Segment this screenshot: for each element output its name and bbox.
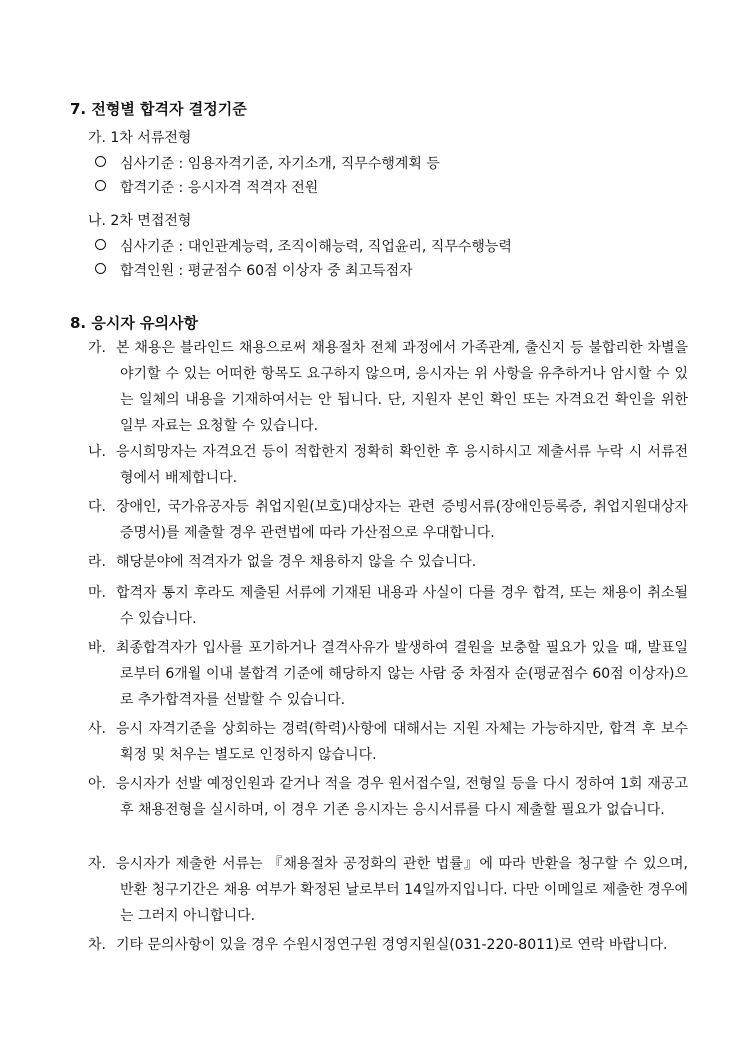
section-8-title: 8. 응시자 유의사항 bbox=[70, 314, 199, 332]
notice-item bbox=[88, 335, 688, 439]
circle-bullet-icon bbox=[95, 239, 106, 250]
criteria-bullet bbox=[95, 177, 318, 197]
notice-item-text: 응시자가 제출한 서류는 『채용절차 공정화의 관한 법률』에 따라 반환을 청구할 수 있으며, 반환 청구기간은 채용 여부가 확정된 날로부터 14일까지입니다. 다만 이메일로 제출한 경우에는 그러지 아니합니다. bbox=[116, 856, 688, 924]
criteria-bullet bbox=[95, 153, 440, 173]
notice-item bbox=[88, 580, 688, 632]
notice-item-text: 응시희망자는 자격요건 등이 적합한지 정확히 확인한 후 응시하시고 제출서류 누락 시 서류전형에서 배제합니다. bbox=[116, 444, 688, 486]
notice-item-marker: 다. bbox=[88, 499, 106, 515]
notice-item-text: 기타 문의사항이 있을 경우 수원시정연구원 경영지원실(031-220-8011)로 연락 바랍니다. bbox=[116, 937, 668, 953]
notice-item bbox=[88, 635, 688, 713]
notice-item bbox=[88, 716, 688, 768]
notice-item bbox=[88, 494, 688, 546]
notice-item-text: 응시자가 선발 예정인원과 같거나 적을 경우 원서접수일, 전형일 등을 다시 정하여 1회 재공고 후 채용전형을 실시하며, 이 경우 기존 응시자는 응시서류를 다시 제출할 필요가 없습니다. bbox=[116, 776, 688, 818]
subsection-ga-label: 가. 1차 서류전형 bbox=[88, 130, 192, 146]
criteria-bullet bbox=[95, 236, 512, 256]
notice-item-text: 응시 자격기준을 상회하는 경력(학력)사항에 대해서는 지원 자체는 가능하지만, 합격 후 보수획정 및 처우는 별도로 인정하지 않습니다. bbox=[116, 721, 688, 763]
criteria-bullet-text: 합격인원 : 평균점수 60점 이상자 중 최고득점자 bbox=[120, 263, 413, 279]
criteria-bullet-text: 심사기준 : 대인관계능력, 조직이해능력, 직업윤리, 직무수행능력 bbox=[120, 239, 512, 255]
notice-item-marker: 마. bbox=[88, 585, 106, 601]
notice-item bbox=[88, 851, 688, 929]
criteria-bullet-text: 심사기준 : 임용자격기준, 자기소개, 직무수행계획 등 bbox=[120, 156, 440, 172]
notice-item-text: 본 채용은 블라인드 채용으로써 채용절차 전체 과정에서 가족관계, 출신지 등 불합리한 차별을 야기할 수 있는 어떠한 항목도 요구하지 않으며, 응시자는 위 사항을 유추하거나 암시할 수 있는 일체의 내용을 기재하여서는 안 됩니다. 단, 지원자 본인 확인 또는 자격요건 확인을 위한 일부 자료는 요청할 수 있습니다. bbox=[116, 340, 688, 434]
notice-item-text: 해당분야에 적격자가 없을 경우 채용하지 않을 수 있습니다. bbox=[116, 554, 477, 570]
circle-bullet-icon bbox=[95, 156, 106, 167]
subsection-na-label: 나. 2차 면접전형 bbox=[88, 213, 192, 229]
notice-item-marker: 아. bbox=[88, 776, 106, 792]
notice-item-marker: 가. bbox=[88, 340, 106, 356]
notice-item-marker: 사. bbox=[88, 721, 106, 737]
criteria-bullet-text: 합격기준 : 응시자격 적격자 전원 bbox=[120, 180, 319, 196]
notice-item bbox=[88, 549, 688, 575]
notice-item-text: 장애인, 국가유공자등 취업지원(보호)대상자는 관련 증빙서류(장애인등록증, 취업지원대상자 증명서)를 제출할 경우 관련법에 따라 가산점으로 우대합니다. bbox=[116, 499, 688, 541]
notice-item bbox=[88, 439, 688, 491]
notice-item bbox=[88, 771, 688, 823]
notice-item-text: 최종합격자가 입사를 포기하거나 결격사유가 발생하여 결원을 보충할 필요가 있을 때, 발표일로부터 6개월 이내 불합격 기준에 해당하지 않는 사람 중 차점자 순(평균점수 60점 이상자)으로 추가합격자를 선발할 수 있습니다. bbox=[116, 640, 688, 708]
circle-bullet-icon bbox=[95, 180, 106, 191]
criteria-bullet bbox=[95, 260, 413, 280]
notice-item-text: 합격자 통지 후라도 제출된 서류에 기재된 내용과 사실이 다를 경우 합격, 또는 채용이 취소될 수 있습니다. bbox=[116, 585, 688, 627]
notice-item-marker: 바. bbox=[88, 640, 106, 656]
notice-item-marker: 나. bbox=[88, 444, 106, 460]
circle-bullet-icon bbox=[95, 263, 106, 274]
notice-item-marker: 라. bbox=[88, 554, 106, 570]
section-7-title: 7. 전형별 합격자 결정기준 bbox=[70, 100, 247, 118]
notice-item bbox=[88, 932, 688, 958]
notice-item-marker: 차. bbox=[88, 937, 106, 953]
notice-item-marker: 자. bbox=[88, 856, 106, 872]
